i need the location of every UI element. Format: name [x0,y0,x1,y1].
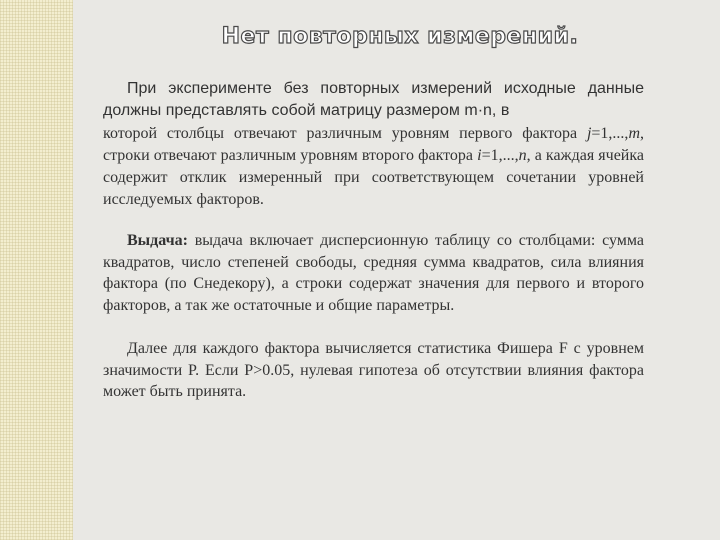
output-label: Выдача: [127,232,188,249]
text-segment: =1,..., [481,147,519,164]
variable-n: n [518,147,527,164]
slide-title: Нет повторных измерений. [221,24,579,49]
variable-i: i [477,147,482,164]
intro-paragraph-continuation [103,123,644,211]
decorative-side-strip [0,0,73,540]
fisher-paragraph: Далее для каждого фактора вычисляется статистика Фишера F с уровнем значимости P. Если P>0.05, нулевая гипотеза об отсутствии влияния фактора может быть принята. [103,340,644,400]
intro-paragraph [103,78,644,122]
text-segment: =1,..., [591,125,629,142]
intro-text-tail: в [496,102,510,119]
text-segment: , строки отвечают различным уровням второго фактора [103,125,644,164]
variable-m: m [628,125,640,142]
text-segment: , а каждая ячейка содержит отклик измеренный при соответствующем сочетании уровней исследуемых факторов. [103,147,645,208]
intro-text: При эксперименте без повторных измерений исходные данные должны представлять собой матрицу размером m·n, [103,80,644,119]
text-segment: которой столбцы отвечают различным уровням первого фактора [103,125,587,142]
output-paragraph [103,230,644,316]
output-text: выдача включает дисперсионную таблицу со столбцами: сумма квадратов, число степеней свободы, средняя сумма квадратов, сила влияния фактора (по Снедекору), а строки содержат значения для первого и второго факторов, а так же остаточные и общие параметры. [103,232,644,314]
variable-j: j [586,125,592,142]
